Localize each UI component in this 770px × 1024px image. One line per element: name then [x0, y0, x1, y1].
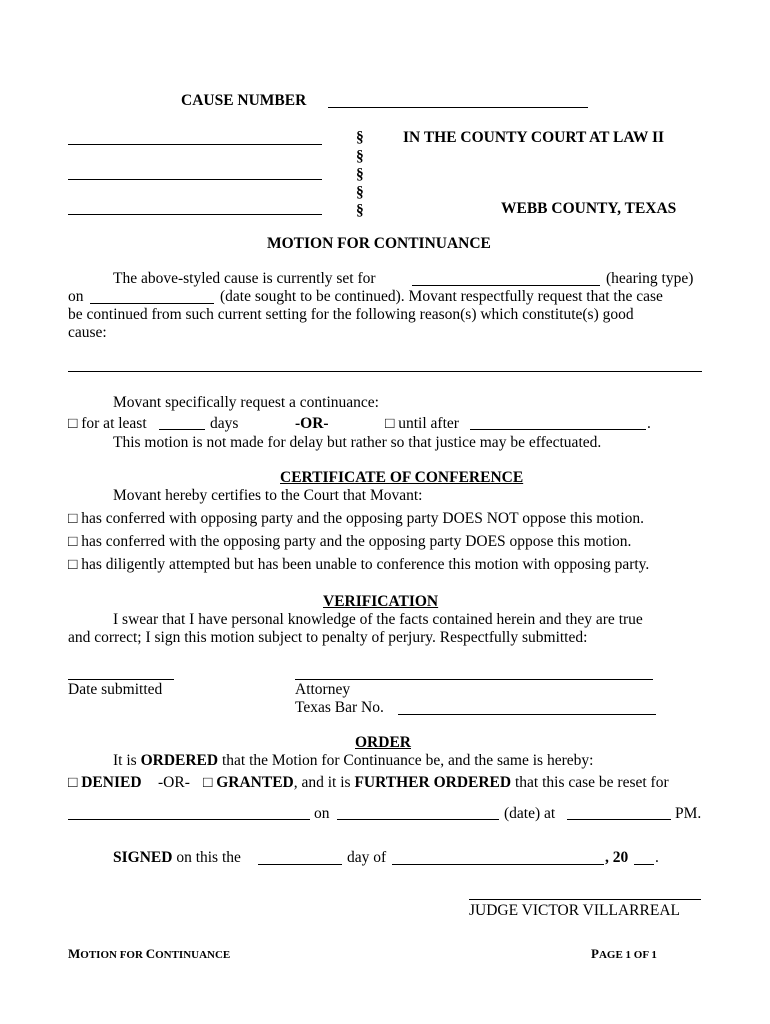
reset-date-field[interactable]	[337, 819, 499, 820]
hearing-type-field[interactable]	[412, 285, 600, 286]
attorney-label: Attorney	[295, 681, 351, 698]
order-heading: ORDER	[355, 734, 411, 751]
intro-line-4: cause:	[68, 324, 107, 341]
footer-page-number: PAGE 1 OF 1	[591, 946, 657, 961]
verification-line-1: I swear that I have personal knowledge of the facts contained herein and they are true	[113, 611, 643, 628]
no-delay-statement: This motion is not made for delay but rather so that justice may be effectuated.	[113, 434, 602, 451]
year-end: .	[655, 849, 659, 866]
party-line-1[interactable]	[68, 144, 322, 145]
cause-number-label: CAUSE NUMBER	[181, 92, 307, 109]
signed-year-field[interactable]	[634, 864, 654, 865]
intro-line-1-prefix: The above-styled cause is currently set for	[113, 270, 376, 287]
conference-option-oppose[interactable]: □ has conferred with the opposing party and the opposing party DOES oppose this motion.	[68, 533, 632, 550]
party-line-2[interactable]	[68, 179, 322, 180]
document-title: MOTION FOR CONTINUANCE	[267, 235, 491, 252]
order-or-separator: -OR-	[158, 774, 190, 791]
order-line-2: □ GRANTED, and it is FURTHER ORDERED that this case be reset for	[203, 774, 669, 791]
cause-number-field[interactable]	[328, 107, 588, 108]
party-line-3[interactable]	[68, 214, 322, 215]
reason-field[interactable]	[68, 371, 702, 372]
conference-lead: Movant hereby certifies to the Court that Movant:	[113, 487, 423, 504]
verification-heading: VERIFICATION	[323, 593, 439, 610]
order-line-1: It is ORDERED that the Motion for Continuance be, and the same is hereby:	[113, 752, 594, 769]
option-days-checkbox[interactable]: □ for at least	[68, 415, 147, 432]
signed-day-field[interactable]	[258, 864, 342, 865]
days-field[interactable]	[159, 429, 205, 430]
conference-heading: CERTIFICATE OF CONFERENCE	[280, 469, 524, 486]
or-separator: -OR-	[295, 415, 329, 432]
hearing-date-field[interactable]	[90, 303, 214, 304]
reset-setting-field[interactable]	[68, 819, 310, 820]
bar-number-label: Texas Bar No.	[295, 699, 384, 716]
request-lead: Movant specifically request a continuance:	[113, 394, 379, 411]
until-end: .	[647, 415, 651, 432]
section-symbol: §	[356, 184, 364, 201]
section-symbol: §	[356, 129, 364, 146]
reset-time-field[interactable]	[567, 819, 671, 820]
attorney-signature-field[interactable]	[295, 679, 653, 680]
reset-date-label: (date) at	[504, 805, 556, 822]
until-date-field[interactable]	[470, 429, 646, 430]
days-label: days	[210, 415, 239, 432]
pm-label: PM.	[675, 805, 702, 822]
signed-line-a: SIGNED on this the	[113, 849, 241, 866]
section-symbol: §	[356, 148, 364, 165]
intro-line-2-prefix: on	[68, 288, 84, 305]
reset-on-label: on	[314, 805, 330, 822]
judge-name: JUDGE VICTOR VILLARREAL	[469, 902, 680, 919]
intro-line-1-suffix: (hearing type)	[606, 270, 694, 287]
verification-line-2: and correct; I sign this motion subject to penalty of perjury. Respectfully submitted:	[68, 629, 588, 646]
intro-line-2-rest: (date sought to be continued). Movant respectfully request that the case	[220, 288, 663, 305]
county-name: WEBB COUNTY, TEXAS	[501, 200, 677, 217]
section-symbol: §	[356, 166, 364, 183]
conference-option-unable[interactable]: □ has diligently attempted but has been unable to conference this motion with opposing party.	[68, 556, 650, 573]
footer-title: MOTION FOR CONTINUANCE	[68, 946, 231, 961]
date-submitted-label: Date submitted	[68, 681, 163, 698]
signed-month-field[interactable]	[392, 864, 604, 865]
option-until-checkbox[interactable]: □ until after	[385, 415, 459, 432]
granted-checkbox[interactable]: □ GRANTED	[203, 774, 294, 791]
denied-checkbox[interactable]: □ DENIED	[68, 774, 142, 791]
day-of-label: day of	[347, 849, 387, 866]
section-symbol: §	[356, 202, 364, 219]
court-name: IN THE COUNTY COURT AT LAW II	[403, 129, 665, 146]
year-prefix: , 20	[605, 849, 629, 866]
bar-number-field[interactable]	[398, 714, 656, 715]
judge-signature-field[interactable]	[469, 899, 701, 900]
date-submitted-field[interactable]	[68, 679, 174, 680]
conference-option-no-oppose[interactable]: □ has conferred with opposing party and the opposing party DOES NOT oppose this motion.	[68, 510, 645, 527]
intro-line-3: be continued from such current setting for the following reason(s) which constitute(s) good	[68, 306, 634, 323]
